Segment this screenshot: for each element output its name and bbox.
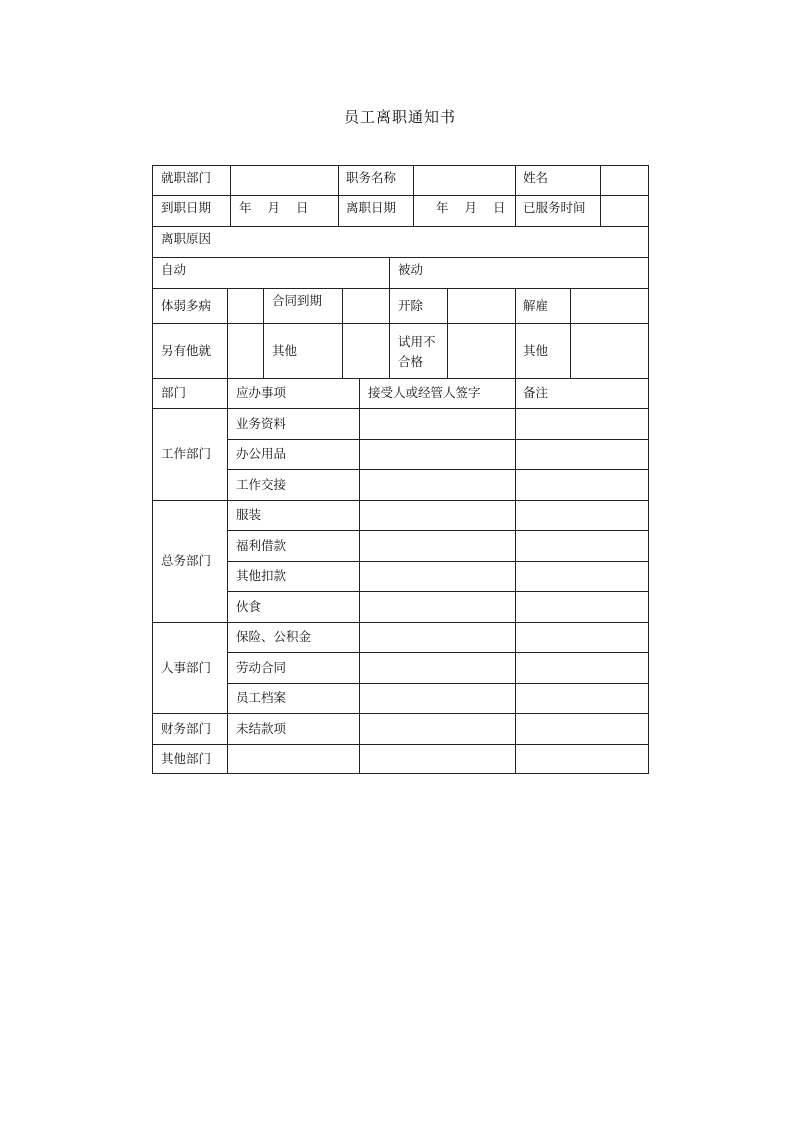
task-item: 福利借款 (236, 537, 287, 553)
year-unit: 年 (436, 200, 449, 215)
task-item: 员工档案 (236, 690, 287, 706)
name-label: 姓名 (523, 170, 549, 185)
resignation-form-table (152, 165, 649, 774)
reason-other-job-label: 另有他就 (161, 342, 212, 358)
day-unit: 日 (493, 200, 506, 215)
task-item: 业务资料 (236, 415, 287, 431)
col-header-dept: 部门 (161, 385, 187, 401)
reason-contract-label: 合同到期 (272, 293, 323, 308)
service-time-field[interactable] (601, 196, 648, 226)
col-header-remark: 备注 (523, 385, 549, 401)
col-header-signature: 接受人或经管人签字 (368, 385, 481, 401)
dept-label: 就职部门 (161, 170, 212, 185)
reason-sick-check[interactable] (228, 289, 263, 323)
voluntary-label: 自动 (161, 262, 187, 277)
page-title: 员工离职通知书 (343, 108, 456, 126)
reason-probation-label (390, 324, 447, 378)
remark-column-fields[interactable] (516, 409, 648, 774)
task-item (228, 745, 359, 774)
task-item: 工作交接 (236, 476, 287, 492)
task-item: 办公用品 (236, 446, 287, 462)
reason-other-left-check[interactable] (343, 324, 389, 378)
reason-other-right-label: 其他 (523, 342, 549, 358)
col-header-task: 应办事项 (236, 385, 287, 401)
task-item: 未结款项 (236, 720, 287, 736)
reason-fire-label: 解雇 (523, 297, 549, 313)
dept-hr: 人事部门 (161, 659, 212, 675)
reason-contract-check[interactable] (343, 289, 389, 323)
position-label: 职务名称 (346, 170, 397, 185)
signature-column-fields[interactable] (360, 409, 515, 774)
task-item: 其他扣款 (236, 568, 287, 584)
reason-dismiss-check[interactable] (448, 289, 515, 323)
name-field[interactable] (601, 166, 648, 195)
join-date-field[interactable] (231, 196, 338, 226)
position-field[interactable] (414, 166, 515, 195)
leave-date-field[interactable] (414, 196, 515, 226)
task-item: 劳动合同 (236, 659, 287, 675)
dept-work: 工作部门 (161, 446, 212, 462)
reason-sick-label: 体弱多病 (161, 297, 212, 313)
task-item: 服装 (236, 507, 262, 523)
month-unit: 月 (464, 200, 478, 215)
year-unit: 年 (239, 200, 252, 215)
reason-other-job-check[interactable] (228, 324, 263, 378)
leave-date-label: 离职日期 (346, 200, 397, 215)
month-unit: 月 (267, 200, 281, 215)
service-time-label: 已服务时间 (523, 200, 586, 215)
day-unit: 日 (296, 200, 309, 215)
dept-general-affairs: 总务部门 (161, 553, 212, 569)
task-item: 伙食 (236, 598, 262, 614)
dept-finance: 财务部门 (161, 720, 212, 736)
task-item: 保险、公积金 (236, 629, 312, 645)
reason-fire-check[interactable] (571, 289, 648, 323)
reason-probation-check[interactable] (448, 324, 515, 378)
probation-line-2: 合格 (398, 354, 424, 369)
reason-other-left-label: 其他 (272, 342, 298, 358)
leave-reason-label: 离职原因 (161, 231, 212, 246)
reason-other-right-check[interactable] (571, 324, 648, 378)
join-date-label: 到职日期 (161, 200, 212, 215)
reason-dismiss-label: 开除 (398, 297, 424, 313)
probation-line-1: 试用不 (398, 334, 436, 349)
involuntary-label: 被动 (398, 262, 424, 277)
dept-field[interactable] (231, 166, 338, 195)
dept-other: 其他部门 (161, 751, 212, 767)
